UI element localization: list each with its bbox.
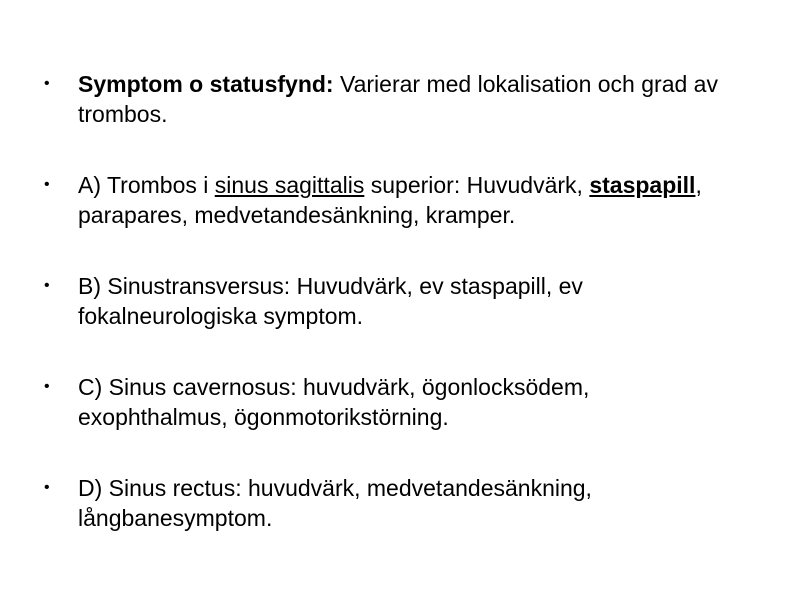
bullet-dot-icon: • — [44, 277, 50, 294]
bullet-heading: Symptom o statusfynd: — [78, 71, 334, 97]
bullet-dot-icon: • — [44, 176, 50, 193]
bullet-text-prefix: A) Trombos i — [78, 172, 215, 198]
bullet-dot-icon: • — [44, 479, 50, 496]
staspapill-link[interactable]: staspapill — [589, 172, 696, 198]
bullet-dot-icon: • — [44, 75, 50, 92]
bullet-item-d — [44, 473, 744, 533]
bullet-item-symptoms — [44, 69, 744, 129]
bullet-text-mid: superior: Huvudvärk, — [364, 172, 590, 198]
bullet-text: B) Sinustransversus: Huvudvärk, ev staspapill, ev fokalneurologiska symptom. — [78, 273, 583, 329]
bullet-text: Varierar med lokalisation och grad av trombos. — [78, 71, 718, 127]
bullet-item-b — [44, 271, 744, 331]
bullet-item-a — [44, 170, 744, 230]
bullet-dot-icon: • — [44, 378, 50, 395]
bullet-text: C) Sinus cavernosus: huvudvärk, ögonlocksödem, exophthalmus, ögonmotorikstörning. — [78, 374, 590, 430]
sinus-sagittalis-link[interactable]: sinus sagittalis — [214, 172, 365, 198]
bullet-item-c — [44, 372, 744, 432]
bullet-text-rest: , parapares, medvetandesänkning, kramper. — [78, 172, 702, 228]
bullet-list — [44, 69, 744, 533]
bullet-text: D) Sinus rectus: huvudvärk, medvetandesänkning, långbanesymptom. — [78, 475, 592, 531]
